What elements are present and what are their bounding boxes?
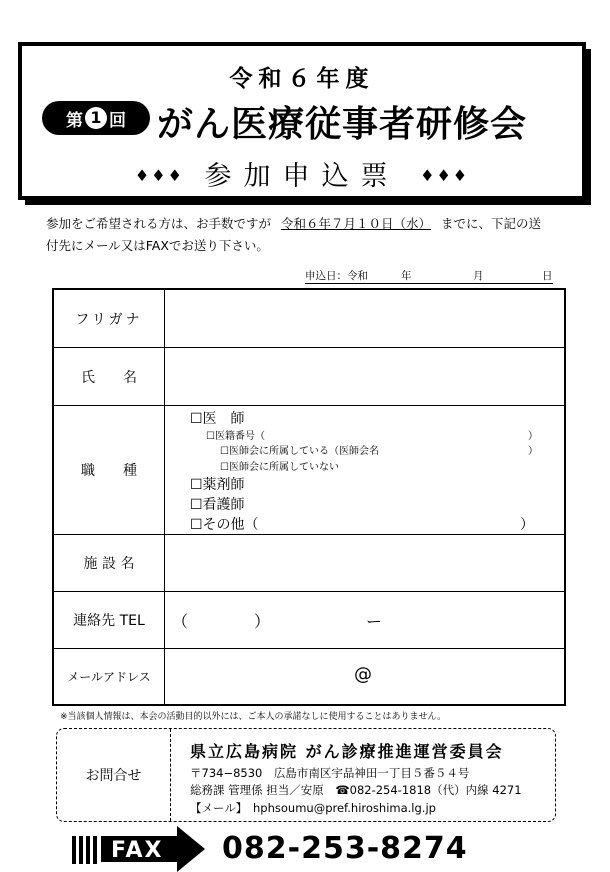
form-subtitle-text: 参加申込票	[204, 161, 400, 192]
tel-label: 連絡先 TEL	[54, 592, 165, 648]
checkbox-other[interactable]: ☐その他（	[190, 517, 259, 533]
tel-paren-close: ）	[254, 612, 271, 631]
application-date-label: 申込日：令和	[305, 270, 368, 282]
paren-close-other: ）	[520, 517, 534, 533]
diamond-decor-right: ♦♦♦	[420, 166, 470, 185]
contact-divider	[170, 729, 171, 821]
intro-line-1	[46, 214, 541, 232]
contact-box	[56, 728, 556, 822]
email-label: メールアドレス	[54, 649, 165, 704]
tel-field[interactable]	[166, 592, 564, 648]
form-subtitle	[22, 154, 582, 193]
checkbox-medical-association-nonmember[interactable]: ☐医師会に所属していない	[220, 462, 339, 473]
checkbox-doctor[interactable]: ☐医 師	[190, 411, 245, 427]
intro-line-2: 付先にメール又はFAXでお送り下さい。	[46, 238, 269, 253]
tel-paren-open: （	[172, 612, 189, 631]
occupation-label: 職 種	[54, 406, 165, 534]
checkbox-medical-registration[interactable]: ☐医籍番号（	[206, 431, 265, 442]
occupation-options	[166, 406, 564, 534]
contact-department: 総務課 管理係 担当／安原 ☎082-254-1818（代）内線 4271	[190, 783, 522, 797]
checkbox-nurse[interactable]: ☐看護師	[190, 497, 245, 513]
checkbox-medical-association-member[interactable]: ☐医師会に所属している（医師会名	[220, 446, 379, 457]
email-field[interactable]	[166, 649, 564, 704]
contact-organization: 県立広島病院 がん診療推進運営委員会	[190, 742, 504, 761]
furigana-row	[54, 290, 564, 348]
occupation-row	[54, 406, 564, 535]
facility-field[interactable]	[166, 535, 564, 591]
furigana-label: フリガナ	[54, 290, 165, 347]
date-month-unit: 月	[473, 270, 484, 282]
facility-row	[54, 535, 564, 592]
paren-close-registration: ）	[528, 431, 538, 442]
checkbox-pharmacist[interactable]: ☐薬剤師	[190, 477, 245, 493]
contact-label: お問合せ	[85, 768, 142, 784]
contact-address: 〒734−8530 広島市南区宇品神田一丁目５番５４号	[190, 766, 470, 780]
title-box	[18, 42, 586, 200]
registration-form-table	[52, 288, 566, 706]
date-day-unit: 日	[542, 270, 553, 282]
furigana-field[interactable]	[166, 290, 564, 347]
tel-dash: ー	[366, 612, 383, 631]
session-badge	[42, 101, 150, 135]
session-number: 1	[85, 107, 107, 129]
fax-number: 082-253-8274	[222, 831, 468, 866]
session-suffix: 回	[109, 110, 126, 131]
fax-stripes-icon	[72, 836, 100, 864]
session-prefix: 第	[66, 110, 83, 131]
name-label: 氏 名	[54, 348, 165, 405]
diamond-decor-left: ♦♦♦	[134, 166, 184, 185]
tel-row	[54, 592, 564, 649]
fax-label: FAX	[111, 838, 164, 863]
intro-line-1-end: までに、下記の送	[441, 216, 542, 231]
application-date-field[interactable]	[305, 268, 553, 284]
fiscal-year: 令和６年度	[229, 66, 375, 92]
training-title: がん医療従事者研修会	[157, 104, 528, 145]
privacy-note: ※当該個人情報は、本会の活動目的以外には、ご本人の承諾なしに使用することはありません。	[60, 712, 447, 722]
date-year-unit: 年	[401, 270, 412, 282]
paren-close-member: ）	[528, 446, 538, 457]
email-row	[54, 649, 564, 704]
email-at-sign: @	[354, 664, 372, 685]
intro-line-1-start: 参加をご希望される方は、お手数ですが	[46, 216, 272, 231]
facility-label: 施 設 名	[54, 535, 165, 591]
application-deadline: 令和６年７月１０日（水）	[281, 216, 432, 231]
name-field[interactable]	[166, 348, 564, 405]
contact-email[interactable]: 【メール】 hphsoumu@pref.hiroshima.lg.jp	[190, 801, 436, 815]
name-row	[54, 348, 564, 406]
